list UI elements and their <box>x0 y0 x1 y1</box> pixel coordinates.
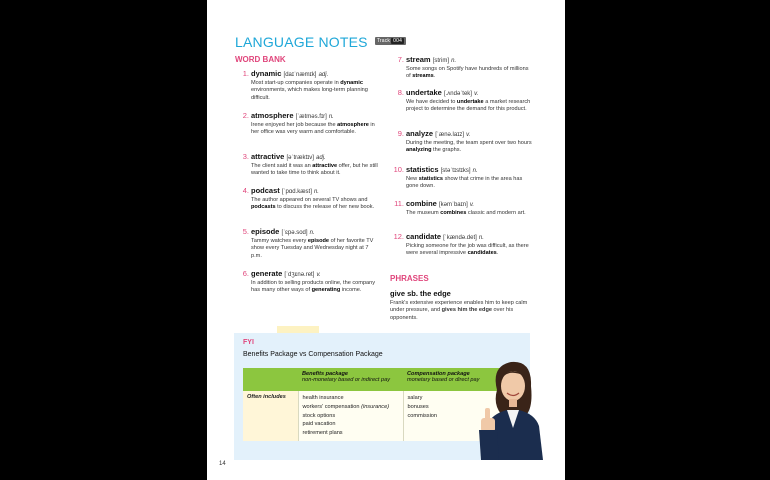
entry-word: attractive <box>251 152 285 161</box>
entry-phonetic: [ˈdʒɛnə.ret] <box>284 272 315 278</box>
entry-part-of-speech: adj. <box>316 155 326 161</box>
entry-phonetic: [kəmˈbaɪn] <box>438 202 468 208</box>
phrase-example-bold: gives him the edge <box>441 307 492 314</box>
entry-headword <box>406 129 470 138</box>
phrase-headword: give sb. the edge <box>390 289 451 298</box>
entry-example-bold: attractive <box>312 163 338 169</box>
entry-number: 1. <box>242 69 249 78</box>
entry-word: dynamic <box>251 69 282 78</box>
fyi-label: FYI <box>243 339 254 346</box>
entry-number: 2. <box>242 111 249 120</box>
track-number: 004 <box>393 38 403 45</box>
entry-word: statistics <box>406 165 439 174</box>
entry-part-of-speech: n. <box>328 114 334 120</box>
entry-number: 11. <box>394 199 404 208</box>
entry-word: atmosphere <box>251 111 294 120</box>
list-item: bonuses <box>407 403 429 410</box>
entry-example-text: The client said it was an <box>251 163 313 169</box>
entry-phonetic: [ˈkændə.det] <box>443 235 477 241</box>
entry-example-text: During the meeting, the team spent over two hours <box>406 140 532 146</box>
benefits-subtitle: non-monetary based or indirect pay <box>302 377 390 383</box>
entry-example-tail: offer, but he still wanted to take time to think about it. <box>251 163 378 177</box>
entry-example-tail: the graphs. <box>431 147 462 154</box>
entry-example-bold: statistics <box>418 176 444 182</box>
entry-headword <box>251 111 334 120</box>
entry-word: podcast <box>251 186 280 195</box>
entry-example-bold: combines <box>440 210 467 216</box>
entry-part-of-speech: n. <box>313 189 319 195</box>
entry-part-of-speech: n. <box>451 58 457 64</box>
benefits-title: Benefits package <box>302 371 349 377</box>
list-item: health insurance <box>302 395 344 401</box>
list-item: retirement plans <box>302 430 343 437</box>
entry-example-bold: undertake <box>456 99 484 105</box>
compensation-subtitle: monetary based or direct pay <box>407 377 480 383</box>
entry-part-of-speech: n. <box>478 235 484 241</box>
entry-number: 7. <box>397 55 404 64</box>
entry-example <box>251 163 379 178</box>
entry-word: combine <box>406 199 437 208</box>
entry-number: 8. <box>397 88 404 97</box>
table-header-row <box>243 368 508 391</box>
entry-example-bold: generating <box>311 287 341 294</box>
benefits-header <box>298 368 403 391</box>
entry-example-bold: candidates <box>467 250 497 257</box>
entry-example-text: Picking someone for the job was difficult, as there were several impressive <box>406 243 529 257</box>
entry-example-bold: atmosphere <box>337 122 369 128</box>
entry-headword <box>251 152 326 161</box>
entry-example-bold: podcasts <box>251 204 276 211</box>
list-item: stock options <box>302 412 336 419</box>
entry-headword <box>406 88 478 97</box>
entry-example-text: Most start-up companies operate in <box>251 80 341 86</box>
entry-headword <box>251 227 315 236</box>
phrase-example-tail: over his opponents. <box>390 307 514 321</box>
entry-example-text: Tammy watches every <box>251 238 308 244</box>
entry-number: 3. <box>242 152 249 161</box>
entry-word: analyze <box>406 129 434 138</box>
entry-number: 10. <box>393 165 404 174</box>
entry-example-text: We have decided to <box>406 99 457 105</box>
entry-example-tail: show that crime in the area has gone down. <box>406 176 523 190</box>
entry-example-text: The author appeared on several TV shows and <box>251 197 368 203</box>
entry-example <box>251 280 379 295</box>
entry-number: 4. <box>242 186 249 195</box>
entry-example-text: Some songs on Spotify have hundreds of millions of <box>406 66 529 80</box>
entry-headword <box>251 69 328 78</box>
entry-headword <box>251 269 321 278</box>
track-badge <box>375 37 406 45</box>
entry-phonetic: [əˈtræktɪv] <box>286 155 314 161</box>
entry-phonetic: [ˈænə.laɪz] <box>435 132 465 138</box>
entry-number: 5. <box>242 227 249 236</box>
table-row <box>243 391 508 441</box>
entry-word: undertake <box>406 88 442 97</box>
list-item: paid vacation <box>302 421 336 428</box>
entry-number: 6. <box>242 269 249 278</box>
entry-phonetic: [ˈɛpə.sod] <box>281 230 308 236</box>
entry-word: stream <box>406 55 431 64</box>
entry-number: 12. <box>393 232 404 241</box>
entry-part-of-speech: n. <box>309 230 315 236</box>
page-number: 14 <box>219 461 226 467</box>
entry-example-tail: to discuss the release of her new book. <box>275 204 375 211</box>
entry-phonetic: [stəˈtɪstɪks] <box>440 168 471 174</box>
entry-phonetic: [daɪˈnæmɪk] <box>283 72 317 78</box>
textbook-page <box>207 0 565 480</box>
entry-example <box>251 238 379 260</box>
compensation-title: Compensation package <box>407 371 470 377</box>
entry-part-of-speech: v. <box>316 272 321 278</box>
entry-headword <box>406 232 484 241</box>
entry-example <box>251 197 379 212</box>
entry-part-of-speech: n. <box>472 168 478 174</box>
entry-example-bold: dynamic <box>340 80 363 86</box>
entry-part-of-speech: v. <box>474 91 479 97</box>
entry-example-bold: episode <box>307 238 330 244</box>
entry-example <box>251 122 379 137</box>
entry-example-tail: environments, which makes long-term planning difficult. <box>251 87 368 101</box>
entry-example-tail: classic and modern art. <box>466 210 526 216</box>
table-corner <box>243 368 298 391</box>
businesswoman-thumbs-up-illustration <box>477 356 547 460</box>
list-item-note: (insurance) <box>361 403 390 410</box>
phrase-example <box>390 300 535 322</box>
entry-headword <box>406 199 474 208</box>
entry-example <box>406 140 534 155</box>
entry-phonetic: [ˈpɑd.kæst] <box>281 189 312 195</box>
entry-example <box>406 210 534 217</box>
entry-word: generate <box>251 269 283 278</box>
entry-part-of-speech: v. <box>469 202 475 208</box>
entry-number: 9. <box>397 129 404 138</box>
entry-headword <box>406 165 478 174</box>
entry-word: candidate <box>406 232 442 241</box>
entry-example-text: In addition to selling products online, the company has many other ways of <box>251 280 376 294</box>
entry-phonetic: [strim] <box>432 58 450 64</box>
list-item <box>303 403 399 412</box>
page-title <box>235 34 406 50</box>
list-item: commission <box>407 412 438 419</box>
word-bank-heading: WORD BANK <box>235 55 286 64</box>
entry-example-bold: streams <box>412 73 434 80</box>
entry-part-of-speech: adj. <box>318 72 329 78</box>
entry-phonetic: [ˈætməs.fɪr] <box>295 114 327 120</box>
entry-word: episode <box>251 227 280 236</box>
entry-example-tail: . <box>496 250 499 257</box>
list-item-text: workers' compensation <box>302 403 360 410</box>
entry-example-tail: . <box>433 73 436 80</box>
entry-example-tail: a market research project to determine the demand for this product. <box>406 99 531 113</box>
phrases-heading: PHRASES <box>390 274 429 283</box>
entry-example-text: The museum <box>406 210 441 216</box>
page-title-text: LANGUAGE NOTES <box>235 34 368 50</box>
entry-example <box>406 243 534 258</box>
entry-example-text: Irene enjoyed her job because the <box>251 122 338 128</box>
benefits-items <box>298 391 403 441</box>
list-item: salary <box>407 395 423 401</box>
entry-example <box>251 80 379 102</box>
entry-example <box>406 99 534 114</box>
entry-headword <box>251 186 319 195</box>
row-label: Often includes <box>243 391 298 441</box>
comparison-table <box>243 368 508 441</box>
entry-headword <box>406 55 456 64</box>
entry-example <box>406 176 534 191</box>
entry-example-bold: analyzing <box>406 147 432 154</box>
entry-part-of-speech: v. <box>466 132 471 138</box>
entry-example-tail: in her office was very warm and comfortable. <box>251 122 375 136</box>
phrase-example-text: Frank's extensive experience enables him to keep calm under pressure, and <box>390 300 528 314</box>
entry-example-text: New <box>406 176 419 182</box>
fyi-title: Benefits Package vs Compensation Package <box>243 351 383 358</box>
entry-phonetic: [.ʌndəˈtek] <box>443 91 472 97</box>
entry-example-tail: income. <box>340 287 362 294</box>
track-label: Track <box>376 38 391 45</box>
entry-example-tail: of her favorite TV show every Tuesday and Wednesday night at 7 p.m. <box>251 238 374 259</box>
entry-example <box>406 66 534 81</box>
